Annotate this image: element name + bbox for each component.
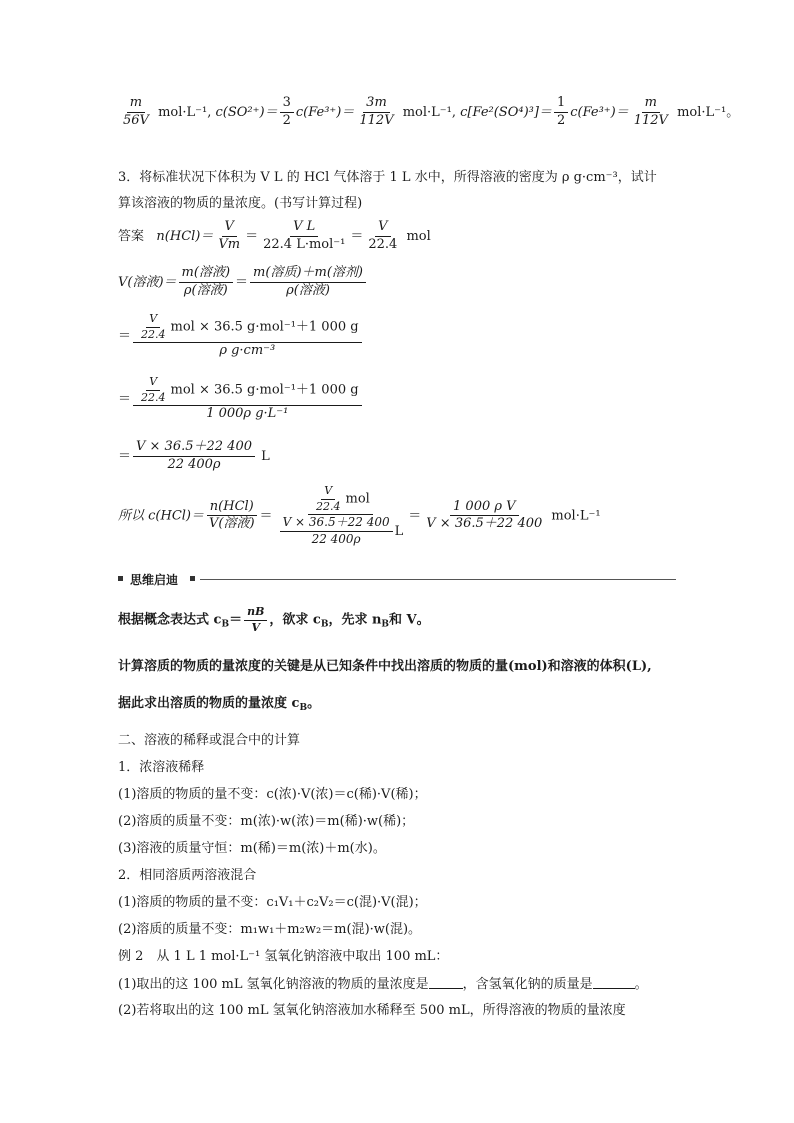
answer-n-hcl: 答案 n(HCl)＝ $\frac{V}{Vm}$ ＝ $\frac{\text{V L}}{\text{22.4 L·mol⁻¹}}$ ＝ $\frac{V}{22.4}$ mol xyxy=(118,219,431,252)
answer-v-solution: V(溶液)＝ $\frac{\text{m(溶液)}}{\text{ρ(溶液)}}$ ＝ $\frac{\text{m(溶质)＋m(溶剂)}}{\text{ρ(溶液)}}$ xyxy=(118,266,368,299)
answer-step-2: ＝ $\frac{V}{22.4}$ mol × 36.5 g·mol⁻¹＋1 000 g 1 000ρ g·L⁻¹ xyxy=(118,376,364,422)
section-2-title: 二、溶液的稀释或混合中的计算 xyxy=(118,733,301,748)
answer-final-c-hcl: 所以 c(HCl)＝ $\frac{\text{n(HCl)}}{\text{V(溶液)}}$ ＝ $\frac{V}{22.4}$ mol $\frac{V \times 36.5+22 400}{22 400\rho}$ L ＝ $\frac{\text{1 000 ρ V}}{V \times 36.5+22 400}$ mol·L⁻¹ xyxy=(118,484,601,547)
answer-blank[interactable] xyxy=(429,976,463,989)
answer-step-1: ＝ $\frac{V}{22.4}$ mol × 36.5 g·mol⁻¹＋1 000 g ρ g·cm⁻³ xyxy=(118,313,364,359)
example-2-q1: (1)取出的这 100 mL 氢氧化钠溶液的物质的量浓度是 ，含氢氧化钠的质量是 。 xyxy=(118,977,648,992)
answer-label: 答案 xyxy=(118,228,145,244)
question-3-text: 3．将标准状况下体积为 V L 的 HCl 气体溶于 1 L 水中，所得溶液的密度为 ρ g·cm⁻³，试计 xyxy=(118,170,657,185)
rule-moles-constant: (1)溶质的物质的量不变：c(浓)·V(浓)＝c(稀)·V(稀)； xyxy=(118,787,427,802)
rule-mixing-mass: (2)溶质的质量不变：m₁w₁＋m₂w₂＝m(混)·w(混)。 xyxy=(118,922,422,937)
example-2-q2: (2)若将取出的这 100 mL 氢氧化钠溶液加水稀释至 500 mL，所得溶液的物质的量浓度 xyxy=(118,1003,626,1018)
concentration-results-line: $\frac{m}{56V}$ mol·L⁻¹, c(SO²⁺)＝ $\frac{3}{2}$ c(Fe³⁺)＝ $\frac{3m}{112V}$ mol·L⁻¹, c[Fe²(SO⁴)³]＝ $\frac{1}{2}$ c(Fe³⁺)＝ $\frac{m}{112V}$ mol·L⁻¹。 xyxy=(118,96,739,129)
insight-paragraph-1: 根据概念表达式 $c_B=$ $\frac{nB}{V}$ ，欲求 $c_B$，先求 $n_B$和 V。 xyxy=(118,605,430,634)
section-divider-thinking xyxy=(118,571,676,587)
fraction-m-112v: $\frac{m}{112V}$ xyxy=(633,95,668,128)
fraction-3m-112v: $\frac{3m}{112V}$ xyxy=(359,95,394,128)
rule-mass-conservation: (3)溶液的质量守恒：m(稀)＝m(浓)＋m(水)。 xyxy=(118,841,386,856)
fraction-1-2: $\frac{1}{2}$ xyxy=(554,96,568,129)
heading-dilution: 1．浓溶液稀释 xyxy=(118,760,205,775)
bullet-square xyxy=(190,576,195,581)
section-label: 思维启迪 xyxy=(130,573,179,587)
heading-mixing: 2．相同溶质两溶液混合 xyxy=(118,868,257,883)
answer-step-3: ＝ $\frac{V \times 36.5+22 400}{22 400\rho}$ L xyxy=(118,439,270,472)
insight-paragraph-3: 据此求出溶质的物质的量浓度 $c_B$。 xyxy=(118,696,321,713)
rule-mixing-moles: (1)溶质的物质的量不变：c₁V₁＋c₂V₂＝c(混)·V(混)； xyxy=(118,895,427,910)
answer-blank[interactable] xyxy=(593,976,635,989)
question-3-text-2: 算该溶液的物质的量浓度。(书写计算过程) xyxy=(118,196,363,211)
fraction-3-2: $\frac{3}{2}$ xyxy=(280,96,294,129)
example-2: 例 2 从 1 L 1 mol·L⁻¹ 氢氧化钠溶液中取出 100 mL： xyxy=(118,949,449,964)
divider-rule xyxy=(200,579,676,580)
rule-mass-constant: (2)溶质的质量不变：m(浓)·w(浓)＝m(稀)·w(稀)； xyxy=(118,814,415,829)
bullet-square xyxy=(118,576,123,581)
fraction-m-56v: $\frac{m}{56V}$ xyxy=(123,95,149,128)
insight-paragraph-2: 计算溶质的物质的量浓度的关键是从已知条件中找出溶质的物质的量(mol)和溶液的体积(L), xyxy=(118,659,652,674)
